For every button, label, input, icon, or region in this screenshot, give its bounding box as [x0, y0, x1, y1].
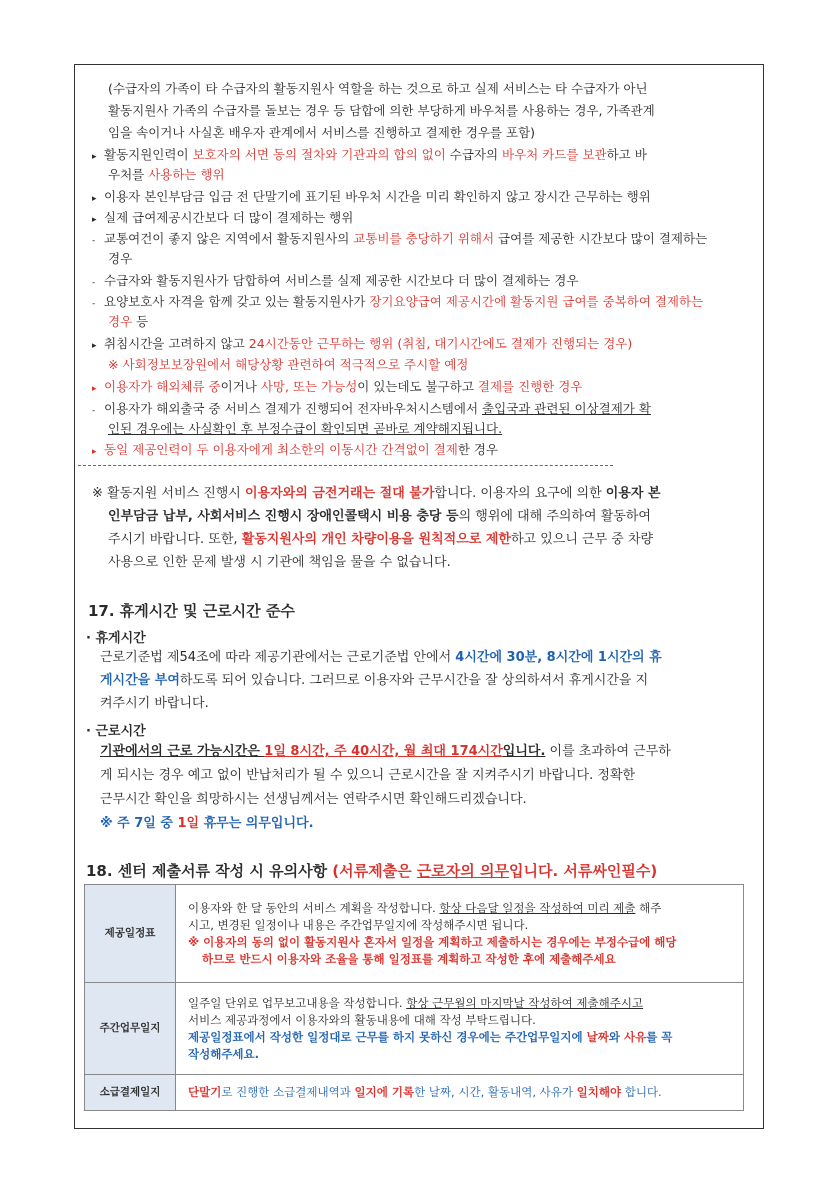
list-item: ▸ 실제 급여제공시간보다 더 많이 결제하는 행위 — [92, 209, 353, 229]
intro-line: 임을 속이거나 사실혼 배우자 관계에서 서비스를 진행하고 결제한 경우를 포함) — [108, 125, 536, 140]
notice-line: ※ 활동지원 서비스 진행시 이용자와의 금전거래는 절대 불가합니다. 이용자의 요구에 의한 이용자 본 — [92, 486, 661, 501]
weekly-rest-note: ※ 주 7일 중 1일 휴무는 의무입니다. — [100, 816, 314, 831]
dash-bullet: - — [92, 299, 96, 309]
section-18-title: 18. 센터 제출서류 작성 시 유의사항 (서류제출은 근로자의 의무입니다. 서류싸인필수) — [86, 862, 658, 880]
row-content: 일주일 단위로 업무보고내용을 작성합니다. 항상 근무월의 마지막날 작성하여 제출해주시고 서비스 제공과정에서 이용자와의 활동내용에 대해 작성 부탁드립니다. 제공일정표에서 작성한 일정대로 근무를 하지 못하신 경우에는 주간업무일지에 날짜와 사유를 꼭 작성해주세요. — [176, 983, 744, 1075]
notice-line: 주시기 바랍니다. 또한, 활동지원사의 개인 차량이용을 원칙적으로 제한하고 있으니 근무 중 차량 — [108, 532, 654, 547]
work-time-heading: · 근로시간 — [86, 724, 146, 739]
intro-line: (수급자의 가족이 타 수급자의 활동지원사 역할을 하는 것으로 하고 실제 서비스는 타 수급자가 아닌 — [108, 81, 648, 96]
list-item-continued: 경우 — [108, 251, 133, 266]
row-label: 제공일정표 — [85, 885, 176, 983]
list-item-continued: 인된 경우에는 사실확인 후 부정수급이 확인되면 곧바로 계약해지됩니다. — [108, 421, 503, 436]
list-item: ▸ 취침시간을 고려하지 않고 24시간동안 근무하는 행위 (취침, 대기시간에도 결제가 진행되는 경우) — [92, 335, 632, 355]
row-content: 단말기로 진행한 소급결제내역과 일지에 기록한 날짜, 시간, 활동내역, 사유가 일치해야 합니다. — [176, 1075, 744, 1111]
list-item-continued: 경우 등 — [108, 314, 149, 329]
dash-bullet: - — [92, 278, 96, 288]
triangle-bullet-icon: ▸ — [92, 384, 97, 394]
triangle-bullet-icon: ▸ — [92, 152, 97, 162]
table-row — [85, 885, 744, 983]
work-time-text: 게 되시는 경우 예고 없이 반납처리가 될 수 있으니 근로시간을 잘 지켜주시기 바랍니다. 정확한 — [100, 768, 636, 783]
list-item: - 요양보호사 자격을 함께 갖고 있는 활동지원사가 장기요양급여 제공시간에 활동지원 급여를 중복하여 결제하는 — [92, 293, 703, 313]
dash-bullet: - — [92, 236, 96, 246]
row-content: 이용자와 한 달 동안의 서비스 계획을 작성합니다. 항상 다음달 일정을 작성하여 미리 제출 해주 시고, 변경된 일정이나 내용은 주간업무일지에 작성해주시면 됩니다. ※ 이용자의 동의 없이 활동지원사 혼자서 일정을 계획하고 제출하시는 경우에는 부정수급에 해당 하므로 반드시 이용자와 조율을 통해 일정표를 계획하고 작성한 후에 제출해주세요 — [176, 885, 744, 983]
table-row — [85, 1075, 744, 1111]
dashed-divider — [78, 465, 613, 466]
triangle-bullet-icon: ▸ — [92, 447, 97, 457]
list-item: - 수급자와 활동지원사가 담합하여 서비스를 실제 제공한 시간보다 더 많이 결제하는 경우 — [92, 272, 578, 292]
triangle-bullet-icon: ▸ — [92, 194, 97, 204]
rest-time-text: 게시간을 부여하도록 되어 있습니다. 그러므로 이용자와 근무시간을 잘 상의하셔서 휴게시간을 지 — [100, 673, 649, 688]
notice-line: 인부담금 납부, 사회서비스 진행시 장애인콜택시 비용 충당 등의 행위에 대해 주의하여 활동하여 — [108, 509, 651, 524]
list-item: ▸ 이용자가 해외체류 중이거나 사망, 또는 가능성이 있는데도 불구하고 결제를 진행한 경우 — [92, 378, 582, 398]
list-item: - 이용자가 해외출국 중 서비스 결제가 진행되어 전자바우처시스템에서 출입국과 관련된 이상결제가 확 — [92, 400, 651, 420]
dash-bullet: - — [92, 406, 96, 416]
list-item: ▸ 이용자 본인부담금 입금 전 단말기에 표기된 바우처 시간을 미리 확인하지 않고 장시간 근무하는 행위 — [92, 188, 651, 208]
list-item: ▸ 활동지원인력이 보호자의 서면 동의 절차와 기관과의 합의 없이 수급자의 바우처 카드를 보관하고 바 — [92, 146, 647, 166]
list-item: ▸ 동일 제공인력이 두 이용자에게 최소한의 이동시간 간격없이 결제한 경우 — [92, 441, 498, 461]
list-item-continued: 우처를 사용하는 행위 — [108, 167, 225, 182]
section-17-title: 17. 휴게시간 및 근로시간 준수 — [88, 602, 295, 620]
intro-line: 활동지원사 가족의 수급자를 돌보는 경우 등 담합에 의한 부당하게 바우처를 사용하는 경우, 가족관계 — [108, 103, 655, 118]
table-row — [85, 983, 744, 1075]
rest-time-text: 켜주시기 바랍니다. — [100, 696, 209, 711]
list-item: - 교통여건이 좋지 않은 지역에서 활동지원사의 교통비를 충당하기 위해서 급여를 제공한 시간보다 많이 결제하는 — [92, 230, 707, 250]
rest-time-heading: · 휴게시간 — [86, 631, 146, 646]
work-time-text: 근무시간 확인을 희망하시는 선생님께서는 연락주시면 확인해드리겠습니다. — [100, 792, 527, 807]
notice-line: 사용으로 인한 문제 발생 시 기관에 책임을 물을 수 없습니다. — [108, 555, 451, 570]
work-time-text: 기관에서의 근로 가능시간은 1일 8시간, 주 40시간, 월 최대 174시간입니다. 이를 초과하여 근무하 — [100, 744, 671, 759]
triangle-bullet-icon: ▸ — [92, 215, 97, 225]
documents-table — [84, 884, 744, 1111]
rest-time-text: 근로기준법 제54조에 따라 제공기관에서는 근로기준법 안에서 4시간에 30분, 8시간에 1시간의 휴 — [100, 650, 662, 665]
row-label: 소급결제일지 — [85, 1075, 176, 1111]
row-label: 주간업무일지 — [85, 983, 176, 1075]
list-item-note: ※ 사회정보보장원에서 해당상황 관련하여 적극적으로 주시할 예정 — [108, 357, 469, 372]
triangle-bullet-icon: ▸ — [92, 341, 97, 351]
